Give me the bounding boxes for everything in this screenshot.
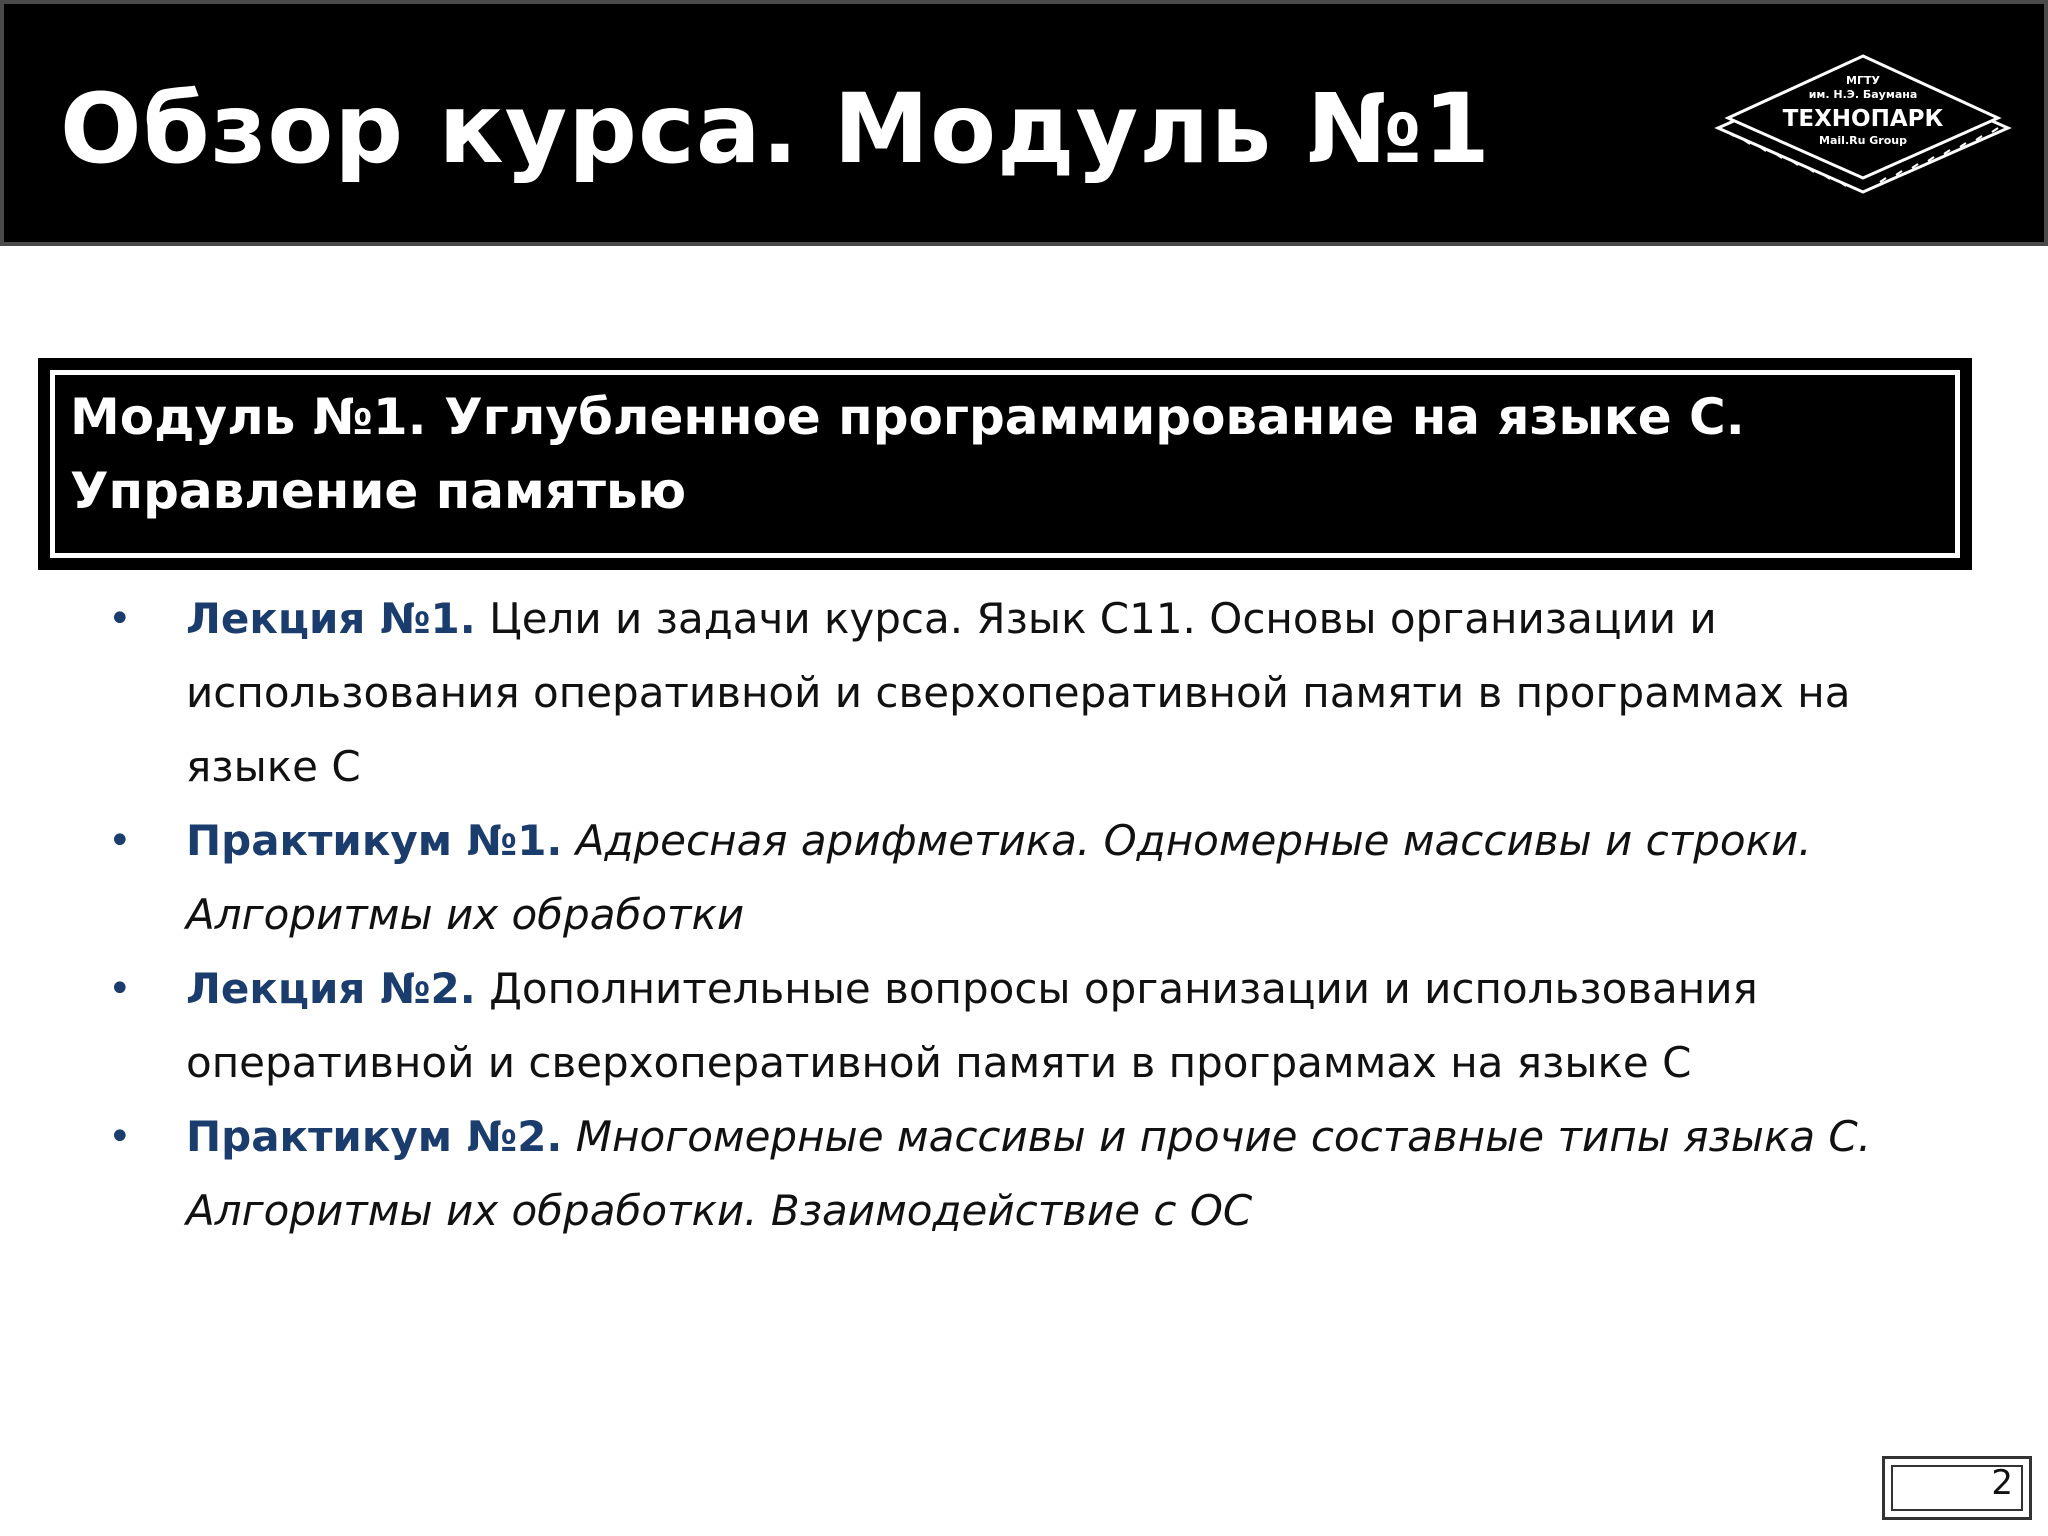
bullet-icon: • (108, 596, 132, 642)
module-heading-box (38, 358, 1972, 570)
page-number-box (1882, 1456, 2032, 1520)
page-number: 2 (1991, 1463, 2013, 1503)
bullet-icon: • (108, 966, 132, 1012)
item-text: Многомерные массивы и прочие составные типы языка С. Алгоритмы их обработки. Взаимодействие с ОС (186, 1112, 1872, 1235)
item-label: Практикум №2. (186, 1112, 563, 1161)
item-label: Лекция №1. (186, 594, 476, 643)
logo-line-2: им. Н.Э. Баумана (1808, 88, 1918, 101)
bullet-icon: • (108, 818, 132, 864)
slide-title: Обзор курса. Модуль №1 (60, 73, 1491, 185)
bullet-icon: • (108, 1114, 132, 1160)
module-title: Модуль №1. Углубленное программирование на языке С. Управление памятью (70, 388, 1745, 520)
item-text: Дополнительные вопросы организации и использования оперативной и сверхоперативной памяти в программах на языке С (186, 964, 1758, 1087)
item-text: Адресная арифметика. Одномерные массивы и строки. Алгоритмы их обработки (186, 816, 1812, 939)
list-item (0, 804, 2048, 952)
logo-main-text: ТЕХНОПАРК (1782, 106, 1944, 132)
lesson-list (0, 582, 2048, 1248)
list-item (0, 582, 2048, 804)
item-label: Лекция №2. (186, 964, 476, 1013)
list-item (0, 952, 2048, 1100)
technopark-logo (1708, 50, 2018, 200)
logo-line-1: МГТУ (1846, 74, 1880, 87)
list-item (0, 1100, 2048, 1248)
item-text: Цели и задачи курса. Язык С11. Основы организации и использования оперативной и сверхоперативной памяти в программах на языке С (186, 594, 1851, 791)
logo-sub-text: Mail.Ru Group (1819, 134, 1907, 147)
item-label: Практикум №1. (186, 816, 563, 865)
